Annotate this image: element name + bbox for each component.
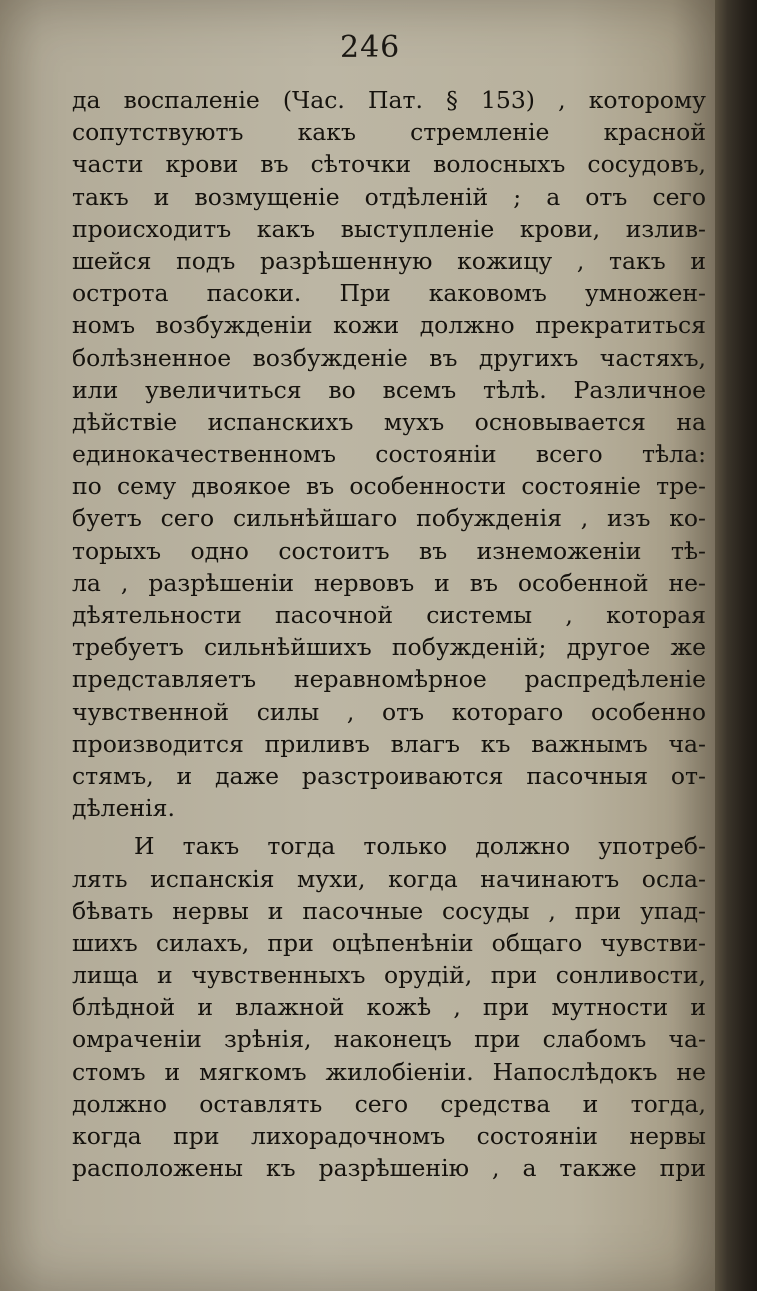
text-line: чувственной силы , отъ котораго особенно xyxy=(72,697,706,726)
text-line: стямъ, и даже разстроиваются пасочныя от- xyxy=(72,761,706,790)
text-line: дѣйствіе испанскихъ мухъ основывается на xyxy=(72,407,706,436)
text-line: части крови въ сѣточки волосныхъ сосудовъ, xyxy=(72,150,706,179)
text-line: ла , разрѣшеніи нервовъ и въ особенной не- xyxy=(72,568,706,597)
body-text xyxy=(72,84,706,1184)
text-line: по сему двоякое въ особенности состояніе тре- xyxy=(72,472,706,501)
text-line: лища и чувственныхъ орудій, при сонливости, xyxy=(72,961,706,990)
text-line: номъ возбужденіи кожи должно прекратиться xyxy=(72,311,706,340)
text-line: шихъ силахъ, при оцѣпенѣніи общаго чувстви- xyxy=(72,928,706,957)
text-line: стомъ и мягкомъ жилобіеніи. Напослѣдокъ не xyxy=(72,1057,706,1086)
paragraph-2 xyxy=(72,830,706,1184)
text-line: дѣятельности пасочной системы , которая xyxy=(72,601,706,629)
text-line: требуетъ сильнѣйшихъ побужденій; другое же xyxy=(72,633,706,662)
text-line: происходитъ какъ выступленіе крови, излив- xyxy=(72,214,706,243)
book-spine-edge xyxy=(715,0,757,1291)
text-line: лять испанскія мухи, когда начинаютъ осла- xyxy=(72,864,706,893)
text-line: торыхъ одно состоитъ въ изнеможеніи тѣ- xyxy=(72,536,706,565)
text-line: блѣдной и влажной кожѣ , при мутности и xyxy=(72,993,706,1022)
text-line: сопутствуютъ какъ стремленіе красной xyxy=(72,118,706,147)
text-line: шейся подъ разрѣшенную кожицу , такъ и xyxy=(72,246,706,275)
text-line: или увеличиться во всемъ тѣлѣ. Различное xyxy=(72,375,706,404)
text-line: расположены къ разрѣшенію , а также при xyxy=(72,1154,706,1183)
text-line: производится приливъ влагъ къ важнымъ ча- xyxy=(72,729,706,758)
text-line: И такъ тогда только должно употреб- xyxy=(134,832,706,861)
text-line: болѣзненное возбужденіе въ другихъ частяхъ, xyxy=(72,343,706,372)
text-line: бѣвать нервы и пасочные сосуды , при упад- xyxy=(72,896,706,925)
text-line: дѣленія. xyxy=(72,794,175,823)
text-line: представляетъ неравномѣрное распредѣленіе xyxy=(72,665,706,694)
page-number: 246 xyxy=(340,30,401,65)
text-line: буетъ сего сильнѣйшаго побужденія , изъ ко- xyxy=(72,504,706,533)
text-line: когда при лихорадочномъ состояніи нервы xyxy=(72,1122,706,1150)
text-line: единокачественномъ состояніи всего тѣла: xyxy=(72,440,706,469)
text-line: должно оставлять сего средства и тогда, xyxy=(72,1089,706,1118)
text-line: да воспаленіе (Час. Пат. § 153) , которому xyxy=(72,86,706,114)
paragraph-1 xyxy=(72,84,706,824)
text-line: острота пасоки. При каковомъ умножен- xyxy=(72,279,706,308)
text-line: такъ и возмущеніе отдѣленій ; а отъ сего xyxy=(72,182,706,211)
text-line: омраченіи зрѣнія, наконецъ при слабомъ ча- xyxy=(72,1025,706,1054)
